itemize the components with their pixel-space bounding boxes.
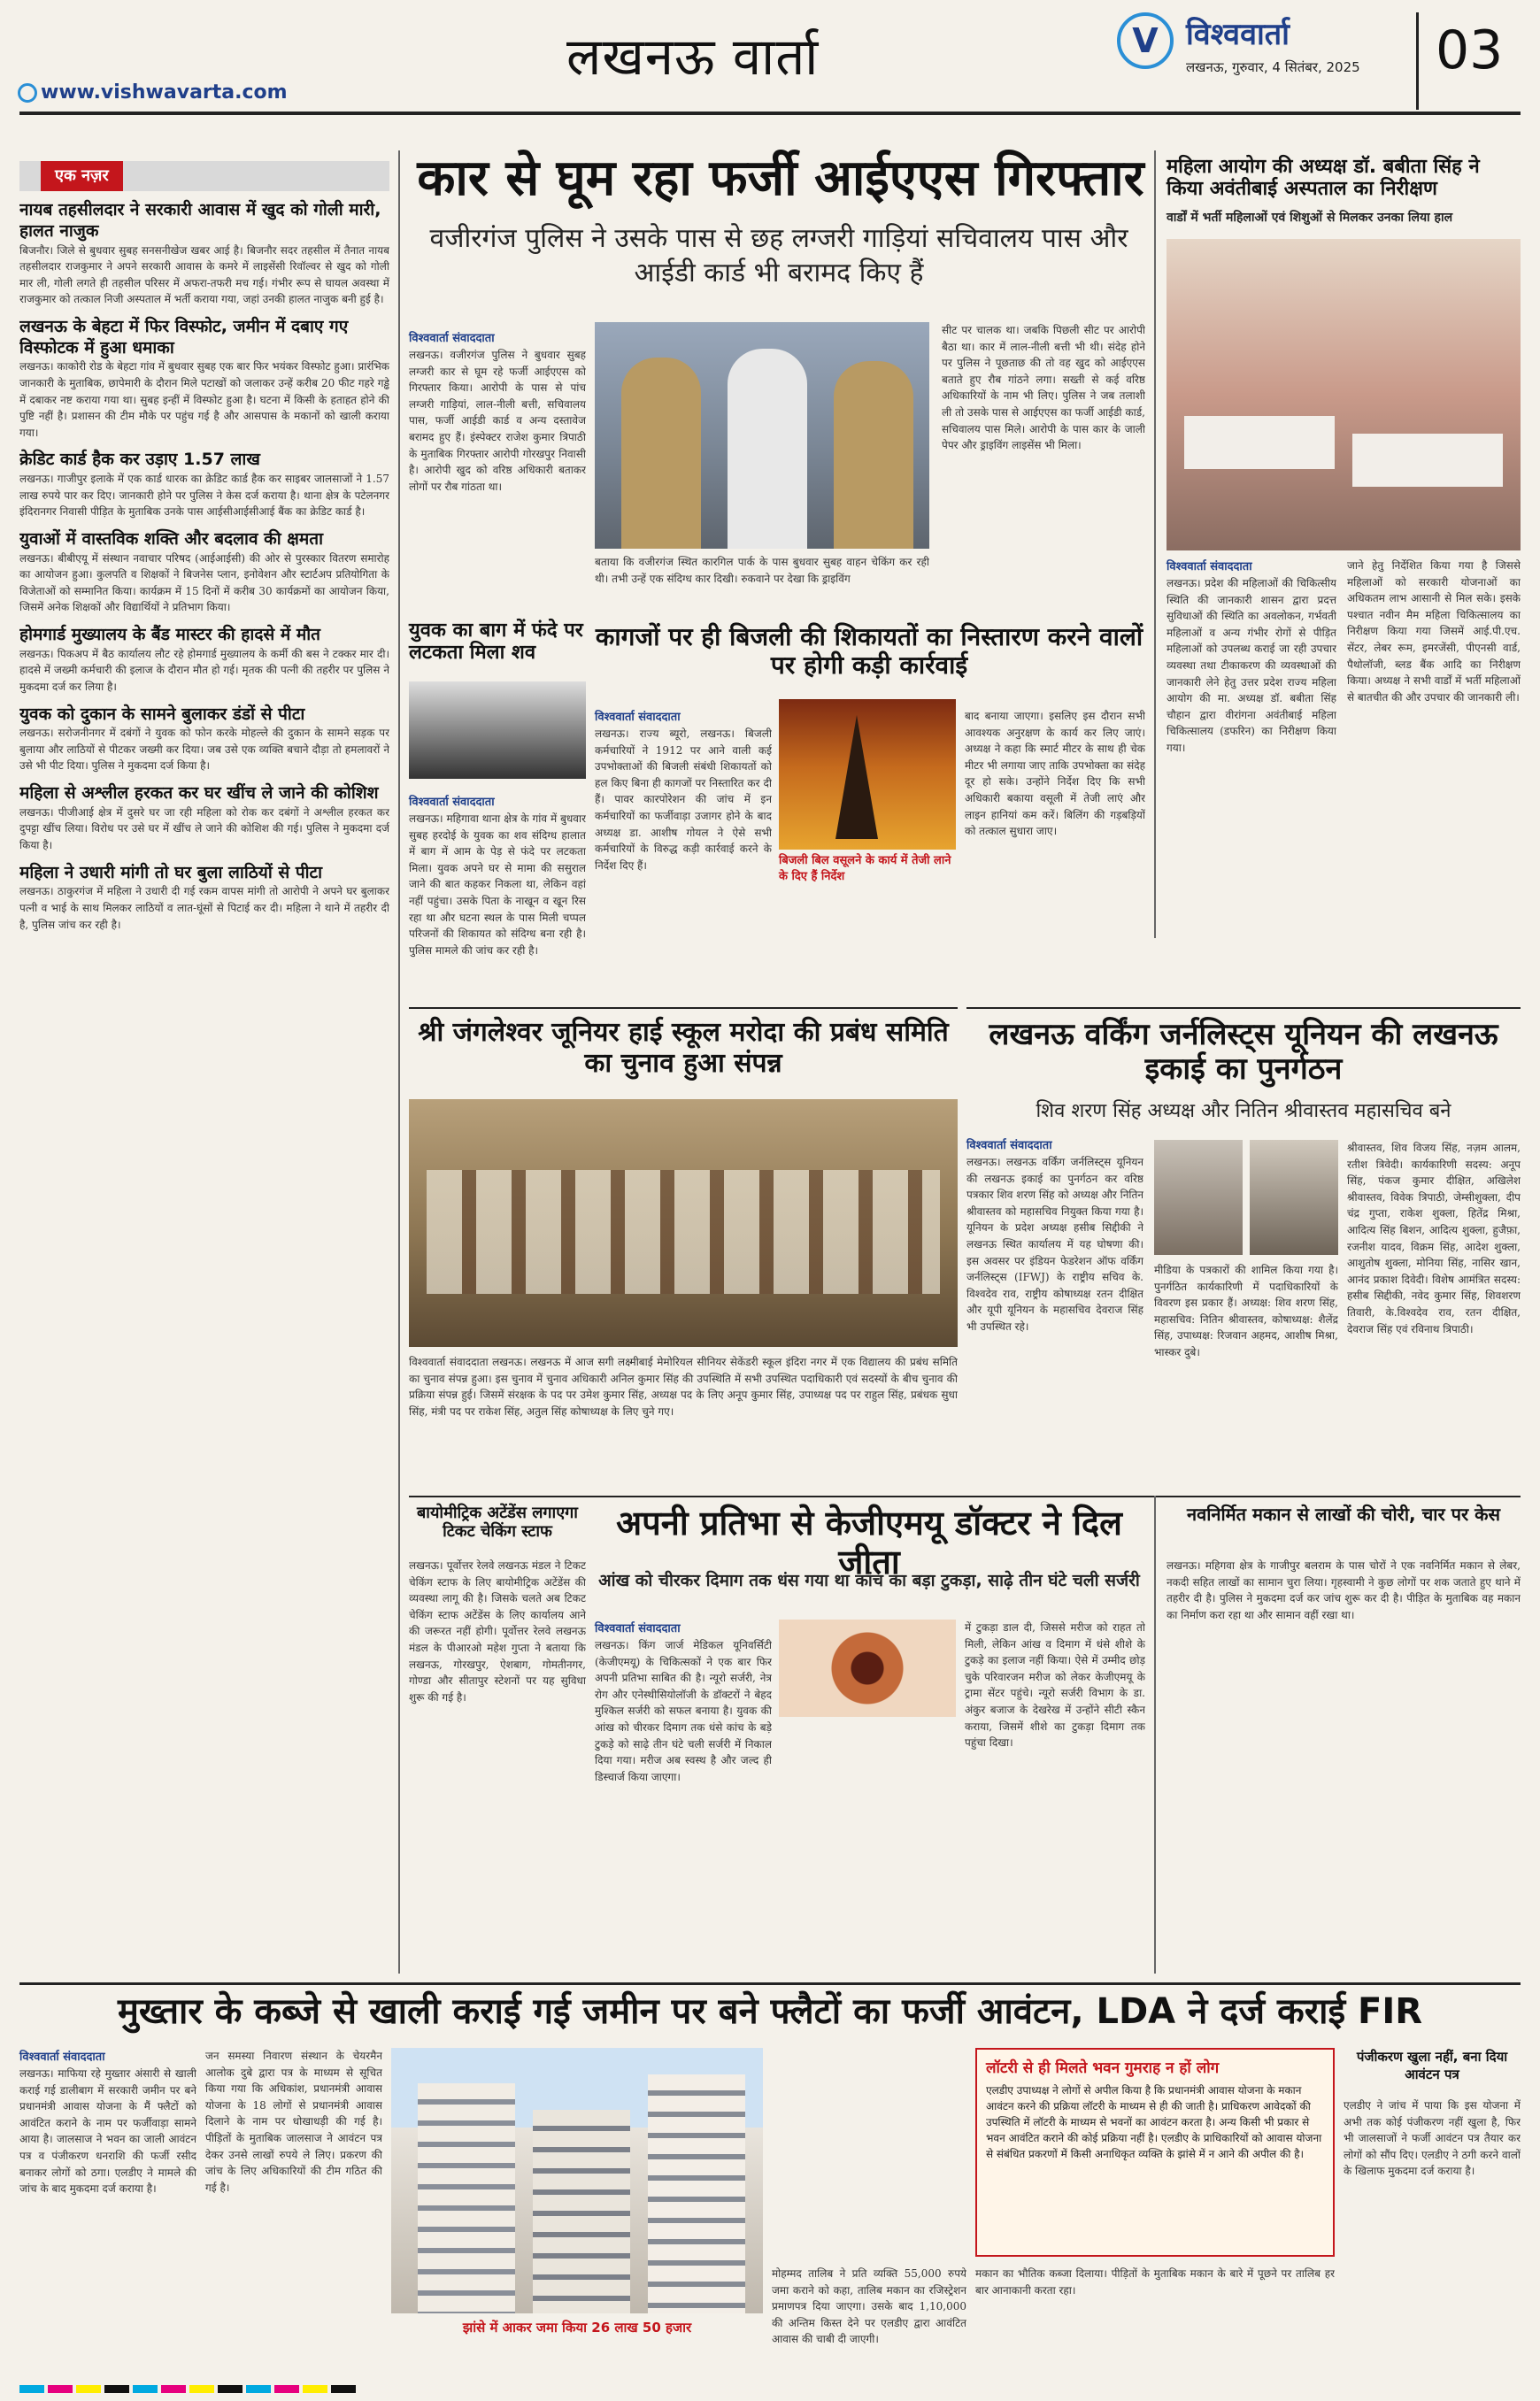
power-lines-photo (779, 699, 956, 850)
masthead-divider (1416, 12, 1419, 110)
police-officer-figure (834, 361, 913, 549)
bottom-story-body: लखनऊ। माफिया रहे मुख्तार अंसारी से खाली कराई गई डालीबाग में सरकारी जमीन पर बने प्रधानमंत्री आवास योजना के मैं फ्लैटों को आवंटित कराने के नाम पर फर्जीवाड़ा सामने आया है। जालसाज ने भवन का जाली आवंटन पत्र व पंजीकरण धनराशि की फर्जी रसीद बनाकर लोगों को ठगा। एलडीए ने मामले की जांच के बाद मुकदमा दर्ज कराया है। (19, 2067, 196, 2196)
color-swatch (161, 2385, 186, 2393)
bijli-story-body-right: बाद बनाया जाएगा। इसलिए इस दौरान सभी आवश्यक अनुरक्षण के कार्य कर लिए जाएं। अध्यक्ष ने कहा कि स्मार्ट मीटर के साथ ही चेक मीटर भी लगाया जाए ताकि उपभोक्ता का संदेह दूर हो सके। उन्होंने निर्देश दिए कि सभी अधिकारी बकाया वसूली में तेजी लाएं और लाइन हानियां कम करें। बिलिंग की गड़बड़ियों को तत्काल सुधारा जाए। (965, 710, 1145, 838)
kgmu-headline: अपनी प्रतिभा से केजीएमयू डॉक्टर ने दिल जीता (616, 1504, 1122, 1581)
color-swatch (189, 2385, 214, 2393)
section-divider (966, 1007, 1521, 1009)
hospital-bed-shape (1184, 416, 1335, 469)
journalists-body-middle: मीडिया के पत्रकारों की शामिल किया गया है। पुनर्गठित कार्यकारिणी में पदाधिकारियों के विवरण इस प्रकार हैं। अध्यक्ष: शिव शरण सिंह, महासचिव: नितिन श्रीवास्तव, कोषाध्यक्ष: शैलेंद्र सिंह, उपाध्यक्ष: रिजवान अहमद, आशीष मिश्रा, भास्कर दुबे। (1154, 1264, 1338, 1358)
page-number: 03 (1436, 19, 1504, 81)
bijli-story-byline: विश्ववार्ता संवाददाता (595, 711, 681, 724)
brief-headline: युवाओं में वास्तविक शक्ति और बदलाव की क्षमता (19, 528, 323, 549)
brief-headline: नायब तहसीलदार ने सरकारी आवास में खुद को गोली मारी, हालत नाजुक (19, 200, 381, 241)
hanging-body-photo (409, 681, 586, 779)
lottery-notice-body: एलडीए उपाध्यक्ष ने लोगों से अपील किया है कि प्रधानमंत्री आवास योजना के मकान आवंटन करने की प्रक्रिया लॉटरी के माध्यम से ही की जाती है। प्राधिकरण आवेदकों की उपस्थिति में लॉटरी के माध्यम से भवनों का आवंटन करता है। अन्य किसी भी प्रकार से भवन आवंटित कराने की कोई प्रक्रिया नहीं है। एलडीए के प्राधिकारियों को आवास योजना से संबंधित प्रकरणों में किसी अनाधिकृत व्यक्ति के झांसे में न आने की अपील की है। (986, 2084, 1322, 2160)
ek-nazar-label: एक नज़र (41, 161, 123, 191)
bijli-story-body: लखनऊ। राज्य ब्यूरो, लखनऊ। बिजली कर्मचारियों ने 1912 पर आने वाली कई उपभोक्ताओं की बिजली संबंधी शिकायतों को हल किए बिना ही कागजों पर निस्तारित कर दी हैं। पावर कारपोरेशन की जांच में इन कर्मचारियों का फर्जीवाड़ा उजागर होने के बाद अध्यक्ष डा. आशीष गोयल ने ऐसे सभी कर्मचारियों के विरुद्ध कड़ी कार्रवाई करने के निर्देश दिए हैं। (595, 727, 772, 872)
biometric-body: लखनऊ। पूर्वोत्तर रेलवे लखनऊ मंडल ने टिकट चेकिंग स्टाफ के लिए बायोमीट्रिक अटेंडेंस की व्यवस्था लागू की है। जिसके चलते अब टिकट चेकिंग स्टाफ अटेंडेंस के लिए कार्यालय आने की जरूरत नहीं होगी। पूर्वोत्तर रेलवे लखनऊ मंडल के पीआरओ महेश गुप्ता ने बताया कि लखनऊ, गोरखपुर, ऐशबाग, गोमतीनगर, गोण्डा और सीतापुर स्टेशनों पर यह सुविधा शुरू की गई है। (409, 1559, 586, 1704)
transmission-tower-icon (835, 715, 878, 839)
mahila-ayog-byline: विश्ववार्ता संवाददाता (1167, 560, 1252, 573)
yuvak-story-headline: युवक का बाग में फंदे पर लटकता मिला शव (409, 619, 583, 665)
color-swatch (19, 2385, 44, 2393)
color-swatch (133, 2385, 158, 2393)
masthead (0, 0, 1540, 117)
school-committee-group-photo (409, 1099, 958, 1347)
paper-logo (1117, 12, 1174, 69)
website-link[interactable] (18, 81, 288, 104)
building-shape (648, 2074, 745, 2313)
paper-name: विश्ववार्ता (1186, 17, 1290, 52)
logo-letter: V (1132, 21, 1159, 60)
accused-figure (728, 349, 807, 549)
brief-body: लखनऊ। ठाकुरगंज में महिला ने उधारी दी गई रकम वापस मांगी तो आरोपी ने अपने घर बुलाकर पत्नी व भाई के साथ मिलकर लाठियों व लात-घूंसों से पिटाई कर दी। महिला ने थाने में तहरीर दी है, पुलिस जांच कर रही है। (19, 885, 389, 931)
color-swatch (218, 2385, 243, 2393)
top-story-body-bottom: बताया कि वजीरगंज स्थित कारगिल पार्क के पास बुधवार सुबह वाहन चेकिंग कर रही थी। तभी उन्हें एक संदिग्ध कार दिखी। रुकवाने पर देखा कि ड्राइविंग (595, 556, 929, 585)
left-column (19, 161, 389, 1975)
kgmu-byline: विश्ववार्ता संवाददाता (595, 1622, 681, 1635)
bijli-photo-caption: बिजली बिल वसूलने के कार्य में तेजी लाने के दिए हैं निर्देश (779, 854, 951, 883)
color-swatch (104, 2385, 129, 2393)
top-story-headline: कार से घूम रहा फर्जी आईएएस गिरफ्तार (417, 150, 1144, 207)
hospital-inspection-photo (1167, 239, 1521, 550)
bottom-story-body-fourth: मकान का भौतिक कब्जा दिलाया। पीड़ितों के मुताबिक मकान के बारे में पूछने पर तालिब हर बार आनाकानी करता रहा। (975, 2267, 1335, 2297)
brief-headline: क्रेडिट कार्ड हैक कर उड़ाए 1.57 लाख (19, 450, 260, 470)
theft-body: लखनऊ। महिगवा क्षेत्र के गाजीपुर बलराम के पास चोरों ने एक नवनिर्मित मकान से लेबर, नकदी सहित लाखों का सामान चुरा लिया। गृहस्वामी ने कुछ लोगों पर शक जताते हुए थाने में तहरीर दी है। पुलिस ने मुकदमा दर्ज कर जांच शुरू कर दी है। पीड़ित के मुताबिक वह मकान का निर्माण करा रहा था और सामान वहीं रखा था। (1167, 1559, 1521, 1621)
kgmu-body: लखनऊ। किंग जार्ज मेडिकल यूनिवर्सिटी (केजीएमयू) के चिकित्सकों ने एक बार फिर अपनी प्रतिभा साबित की है। न्यूरो सर्जरी, नेत्र रोग और एनेस्थीसियोलॉजी के डॉक्टरों ने बेहद मुश्किल सर्जरी को सफल बनाया है। युवक की आंख को चीरकर दिमाग तक धंसे कांच के बड़े टुकड़े को साढ़े तीन घंटे चली सर्जरी में निकाल दिया गया। मरीज अब स्वस्थ है और जल्द ही डिस्चार्ज किया जाएगा। (595, 1639, 772, 1783)
brief-body: बिजनौर। जिले से बुधवार सुबह सनसनीखेज खबर आई है। बिजनौर सदर तहसील में तैनात नायब तहसीलदार राजकुमार ने अपने सरकारी आवास के कमरे में लाइसेंसी रिवॉल्वर से खुद को गोली मार ली, गोली लगते ही तहसील परिसर में अफरा-तफरी मच गई। गंभीर रूप से घायल अवस्था में राजकुमार को तत्काल निजी अस्पताल में भर्ती कराया गया, जहां उनकी हालत नाजुक बनी हुई है। (19, 243, 389, 306)
top-story-subhead: वजीरगंज पुलिस ने उसके पास से छह लग्जरी गाड़ियां सचिवालय पास और आईडी कार्ड भी बरामद किए हैं (429, 223, 1128, 289)
journalists-byline: विश्ववार्ता संवाददाता (966, 1139, 1052, 1152)
school-story-caption: विश्ववार्ता संवाददाता लखनऊ। लखनऊ में आज सगी लक्ष्मीबाई मेमोरियल सीनियर सेकेंडरी स्कूल इंदिरा नगर में एक विद्यालय की प्रबंध समिति का चुनाव संपन्न हुआ। इस चुनाव में चुनाव अधिकारी अनिल कुमार सिंह की उपस्थिति में सभी उपस्थित पदाधिकारी एवं सदस्यों के बीच चुनाव की प्रक्रिया संपन्न हुई। जिसमें संरक्षक के पद पर उमेश कुमार सिंह, अध्यक्ष पद के लिए अनूप कुमार सिंह, उपाध्यक्ष पद पर राहुल सिंह, प्रबंधक सुधा सिंह, मंत्री पद पर राकेश सिंह, अतुल सिंह कोषाध्यक्ष के लिए चुने गए। (409, 1356, 958, 1418)
right-column-divider (1154, 150, 1156, 938)
kgmu-body-right: में टुकड़ा डाल दी, जिससे मरीज को राहत तो मिली, लेकिन आंख व दिमाग में धंसे शीशे के टुकड़े का इलाज नहीं किया। ऐसे में उम्मीद छोड़ चुके परिवारजन मरीज को लेकर केजीएमयू के ट्रामा सेंटर पहुंचे। न्यूरो सर्जरी विभाग के डा. अंकुर बजाज के देखरेख में उन्होंने सीटी स्कैन कराया, जिसमें शीशे का टुकड़ा दिमाग तक पहुंचा दिखा। (965, 1621, 1145, 1750)
brief-item (19, 783, 389, 854)
bijli-story-headline: कागजों पर ही बिजली की शिकायतों का निस्तारण करने वालों पर होगी कड़ी कार्रवाई (595, 622, 1143, 681)
brief-headline: महिला ने उधारी मांगी तो घर बुला लाठियों से पीटा (19, 862, 323, 882)
color-swatch (246, 2385, 271, 2393)
building-shape (418, 2083, 515, 2313)
color-swatch (48, 2385, 73, 2393)
bottom-story-body-third: मोहम्मद तालिब ने प्रति व्यक्ति 55,000 रुपये जमा कराने को कहा, तालिब मकान का रजिस्ट्रेशन प्रमाणपत्र दिया जाएगा। उसके बाद 1,10,000 की अन्तिम किस्त देने पर एलडीए द्वारा आवंटित आवास की चाबी दी जाएगी। (772, 2267, 966, 2346)
top-story-byline: विश्ववार्ता संवाददाता (409, 332, 495, 345)
color-swatch (76, 2385, 101, 2393)
yuvak-story-body: लखनऊ। महिगावा थाना क्षेत्र के गांव में बुधवार सुबह हरदोई के युवक का शव संदिग्ध हालात में बाग में आम के पेड़ से फंदे पर लटकता मिला। युवक अपने घर से मामा की ससुराल जाने की बात कहकर निकला था, लेकिन वहां नहीं पहुंचा। उसके पिता के नाखून व खून रिस रहा था और घटना स्थल के पास मिली चप्पल परिजनों की शिकायत को संदिग्ध बना रही है। पुलिस मामले की जांच कर रही है। (409, 812, 586, 957)
mahila-ayog-body-right: जाने हेतु निर्देशित किया गया है जिससे महिलाओं को सरकारी योजनाओं का अधिकतम लाभ आसानी से मिल सके। इसके पश्चात नवीन मैम महिला चिकित्सालय का निरीक्षण किया गया जिसमें आई.पी.एच. सेंटर, लेबर रूम, इमरजेंसी, पीएनसी वार्ड, पैथोलॉजी, ब्लड बैंक आदि का निरीक्षण किया। अध्यक्ष ने सभी वार्डों में भर्ती महिलाओं से बातचीत की और उपचार की जानकारी ली। (1347, 559, 1521, 704)
color-swatch (331, 2385, 356, 2393)
brief-body: लखनऊ। सरोजनीनगर में दबंगों ने युवक को फोन करके मोहल्ले की दुकान के सामने सड़क पर बुलाया और लाठियों से पीटकर जख्मी कर दिया। जब उसे एक व्यक्ति बचाने दौड़ा तो हमलावरों ने उसे भी पीट दिया। पुलिस ने मुकदमा दर्ज किया है। (19, 727, 389, 773)
brief-item (19, 704, 389, 775)
school-story-headline: श्री जंगलेश्वर जूनियर हाई स्कूल मरोदा की प्रबंध समिति का चुनाव हुआ संपन्न (418, 1017, 949, 1079)
print-color-strip (19, 2381, 1521, 2393)
bottom-story-headline: मुख्तार के कब्जे से खाली कराई गई जमीन पर बने फ्लैटों का फर्जी आवंटन, LDA ने दर्ज कराई FIR (117, 1991, 1423, 2032)
mahila-ayog-headline: महिला आयोग की अध्यक्ष डॉ. बबीता सिंह ने किया अवंतीबाई अस्पताल का निरीक्षण (1167, 156, 1480, 201)
brief-headline: लखनऊ के बेहटा में फिर विस्फोट, जमीन में दबाए गए विस्फोटक में हुआ धमाका (19, 316, 349, 358)
police-officer-figure (621, 358, 701, 549)
president-portrait-photo (1154, 1140, 1243, 1255)
bottom-story-byline: विश्ववार्ता संवाददाता (19, 2051, 105, 2064)
section-title: लखनऊ वार्ता (566, 27, 820, 87)
yuvak-story-byline: विश्ववार्ता संवाददाता (409, 796, 495, 809)
lottery-notice-box (975, 2048, 1335, 2257)
top-story-body-right: सीट पर चालक था। जबकि पिछली सीट पर आरोपी बैठा था। कार में लाल-नीली बत्ती भी थी। संदेह होने पर पुलिस ने पूछताछ की तो वह खुद को आईएएस बताते हुए रौब गांठने लगा। सख्ती से कई वरिष्ठ अधिकारियों के नाम भी लिए। पुलिस ने जब तलाशी ली तो उसके पास से आईएएस का फर्जी आईडी कार्ड, सचिवालय पास मिले। आरोपी के पास कार के जाली पेपर और ड्राइविंग लाइसेंस भी मिला। (942, 324, 1145, 452)
mahila-ayog-body: लखनऊ। प्रदेश की महिलाओं की चिकित्सीय स्थिति की जानकारी शासन द्वारा प्रदत्त सुविधाओं की स्थिति का अवलोकन, गर्भवती महिलाओं व अन्य गंभीर रोगों से पीड़ित महिलाओं को उपलब्ध कराई जा रही उपचार व्यवस्था तथा टीकाकरण की व्यवस्थाओं की जानकारी लेने हेतु उत्तर प्रदेश राज्य महिला आयोग की मा. अध्यक्ष डॉ. बबीता सिंह चौहान द्वारा वीरांगना अवंतीबाई महिला चिकित्सालय (डफरिन) का निरीक्षण किया गया। (1167, 577, 1336, 754)
bottom-story-body-fifth: एलडीए ने जांच में पाया कि इस योजना में अभी तक कोई पंजीकरण नहीं खुला है, फिर भी जालसाजों ने फर्जी आवंटन पत्र तैयार कर लोगों को सौंप दिए। एलडीए ने ठगी करने वालों के खिलाफ मुकदमा दर्ज कराया है। (1344, 2099, 1521, 2178)
brief-body: लखनऊ। काकोरी रोड के बेहटा गांव में बुधवार सुबह एक बार फिर भयंकर विस्फोट हुआ। प्रारंभिक जानकारी के मुताबिक, छापेमारी के दौरान मिले पटाखों को जलाकर उन्हें करीब 20 फीट गहरे गड्ढे में दबाकर नष्ट कराया गया था। सुबह इन्हीं में विस्फोट हुआ है। घटना में किसी के हताहत होने की पुष्टि नहीं है। प्रशासन की टीम मौके पर पहुंच गई है और आसपास के मकानों को खाली कराया गया। (19, 360, 389, 439)
journalists-headline: लखनऊ वर्किंग जर्नलिस्ट्स यूनियन की लखनऊ इकाई का पुनर्गठन (989, 1017, 1498, 1088)
section-divider (409, 1007, 958, 1009)
journalists-subhead: शिव शरण सिंह अध्यक्ष और नितिन श्रीवास्तव महासचिव बने (1036, 1100, 1451, 1122)
brief-item (19, 625, 389, 696)
eye-glass-injury-photo (779, 1620, 956, 1717)
brief-headline: युवक को दुकान के सामने बुलाकर डंडों से पीटा (19, 704, 305, 724)
brief-item (19, 863, 389, 934)
brief-item (19, 529, 389, 616)
globe-icon (18, 83, 37, 103)
registration-subhead: पंजीकरण खुला नहीं, बना दिया आवंटन पत्र (1356, 2049, 1508, 2082)
biometric-headline: बायोमीट्रिक अटेंडेंस लगाएगा टिकट चेकिंग स्टाफ (417, 1504, 578, 1541)
theft-headline: नवनिर्मित मकान से लाखों की चोरी, चार पर केस (1186, 1504, 1500, 1525)
kgmu-subhead: आंख को चीरकर दिमाग तक धंस गया था कांच का बड़ा टुकड़ा, साढ़े तीन घंटे चली सर्जरी (598, 1571, 1140, 1590)
bottom-story-body-second: जन समस्या निवारण संस्थान के चेयरमैन आलोक दुबे द्वारा पत्र के माध्यम से सूचित किया गया कि अधिकांश, प्रधानमंत्री आवास योजना के 18 लोगों से प्रधानमंत्री आवास दिलाने के नाम पर धोखाधड़ी की गई है। पीड़ितों के मुताबिक जालसाज ने आवंटन पत्र देकर उनसे लाखों रुपये ले लिए। प्रकरण की जांच के लिए अधिकारियों की टीम गठित की गई है। (205, 2050, 382, 2194)
dateline: लखनऊ, गुरुवार, 4 सितंबर, 2025 (1186, 59, 1360, 75)
brief-body: लखनऊ। गाजीपुर इलाके में एक कार्ड धारक का क्रेडिट कार्ड हैक कर साइबर जालसाजों ने 1.57 लाख रुपये पार कर दिए। जानकारी होने पर पुलिस ने केस दर्ज कराया है। थाना क्षेत्र के पटेलनगर इंदिरानगर निवासी पीड़ित के मुताबिक उनके पास आईसीआईसीआई बैंक का क्रेडिट कार्ड है। (19, 473, 389, 519)
journalists-body-right: श्रीवास्तव, शिव विजय सिंह, नज़म आलम, रतीश त्रिवेदी। कार्यकारिणी सदस्य: अनूप सिंह, पंकज कुमार दीक्षित, अखिलेश श्रीवास्तव, विवेक त्रिपाठी, जेम्सीशुक्ला, दीप चंद्र गुप्ता, राकेश शुक्ला, हितेंद्र मिश्रा, आदित्य सिंह बिशन, आदित्य शुक्ला, हुजैफ़ा, रजनीश यादव, विक्रम सिंह, आदेश शुक्ला, आशुतोष शुक्ला, मोनिया सिंह, नासिर खान, आनंद प्रकाश दिवेदी। विशेष आमंत्रित सदस्य: हसीब सिद्दीकी, नवेद कुमार सिंह, शिवशरण तिवारी, के.विश्वदेव राव, रतन दीक्षित, देवराज सिंह एवं रविनाथ त्रिपाठी। (1347, 1142, 1521, 1335)
hospital-bed-shape (1352, 434, 1503, 487)
journalists-body: लखनऊ। लखनऊ वर्किंग जर्नलिस्ट्स यूनियन की लखनऊ इकाई का पुनर्गठन कर वरिष्ठ पत्रकार शिव शरण सिंह को अध्यक्ष और नितिन श्रीवास्तव को महासचिव नियुक्त किया गया है। यूनियन के प्रदेश अध्यक्ष हसीब सिद्दीकी ने लखनऊ स्थित कार्यालय में यह घोषणा की। इस अवसर पर इंडियन फेडरेशन ऑफ वर्किंग जर्नलिस्ट्स (IFWJ) के राष्ट्रीय सचिव के. विश्वदेव राव, राष्ट्रीय कोषाध्यक्ष रतन दीक्षित और यूपी यूनियन के महासचिव देवराज सिंह भी उपस्थित रहे। (966, 1156, 1143, 1333)
right-column-divider (1154, 1496, 1156, 1974)
group-people-row (427, 1170, 940, 1294)
brief-headline: महिला से अश्लील हरकत कर घर खींच ले जाने की कोशिश (19, 783, 379, 804)
color-swatch (303, 2385, 327, 2393)
bottom-photo-caption: झांसे में आकर जमा किया 26 लाख 50 हजार (462, 2320, 692, 2336)
secretary-portrait-photo (1250, 1140, 1338, 1255)
brief-body: लखनऊ। पिकअप में बैठ कार्यालय लौट रहे होमगार्ड मुख्यालय के कर्मी की बस ने टक्कर मार दी। हादसे में जख्मी कर्मचारी की इलाज के दौरान मौत हो गई। मृतक की पत्नी की तहरीर पर पुलिस ने मुकदमा दर्ज कर लिया है। (19, 647, 389, 693)
bottom-section-divider (19, 1982, 1521, 1985)
brief-item (19, 450, 389, 520)
ek-nazar-tag (19, 161, 389, 191)
brief-headline: होमगार्ड मुख्यालय के बैंड मास्टर की हादसे में मौत (19, 625, 320, 644)
mahila-ayog-subhead: वार्डों में भर्ती महिलाओं एवं शिशुओं से मिलकर उनका लिया हाल (1167, 211, 1453, 225)
building-shape (533, 2110, 630, 2313)
brief-body: लखनऊ। बीबीएयू में संस्थान नवाचार परिषद (आईआईसी) की ओर से पुरस्कार वितरण समारोह का आयोजन हुआ। कुलपति व शिक्षकों ने बिजनेस प्लान, इनोवेशन और स्टार्टअप प्रतियोगिता के विजेताओं को सम्मानित किया। कार्यक्रम में 15 दिनों में करीब 30 कार्यक्रमों का आयोजन किया, जिसमें अनेक शिक्षकों और विद्यार्थियों ने प्रतिभाग किया। (19, 551, 389, 614)
masthead-underline (19, 112, 1521, 115)
lottery-notice-headline: लॉटरी से ही मिलते भवन गुमराह न हों लोग (986, 2059, 1220, 2077)
fake-ias-arrest-photo (595, 322, 929, 549)
brief-item (19, 317, 389, 441)
section-divider (409, 1496, 1521, 1497)
color-swatch (274, 2385, 299, 2393)
website-text: www.vishwavarta.com (41, 81, 288, 104)
brief-item (19, 200, 389, 308)
brief-body: लखनऊ। पीजीआई क्षेत्र में दुसरे घर जा रही महिला को रोक कर दबंगों ने अश्लील हरकत कर दुपट्टा खींच लिया। विरोध पर उसे घर में खींच ले जाने की कोशिश की गई। पुलिस ने मुकदमा दर्ज किया है। (19, 805, 389, 851)
left-column-divider (398, 150, 400, 1974)
apartment-buildings-photo (391, 2048, 763, 2313)
top-story-body: लखनऊ। वजीरगंज पुलिस ने बुधवार सुबह लग्जरी कार से घूम रहे फर्जी आईएएस को गिरफ्तार किया। आरोपी के पास से पांच लग्जरी गाड़ियां, लाल-नीली बत्ती, सचिवालय पास, फर्जी आईडी कार्ड व अन्य दस्तावेज बरामद हुए हैं। इंस्पेक्टर राजेश कुमार त्रिपाठी के मुताबिक गिरफ्तार आरोपी गोरखपुर निवासी है। आरोपी खुद को वरिष्ठ अधिकारी बताकर लोगों पर रौब गांठता था। (409, 349, 586, 493)
